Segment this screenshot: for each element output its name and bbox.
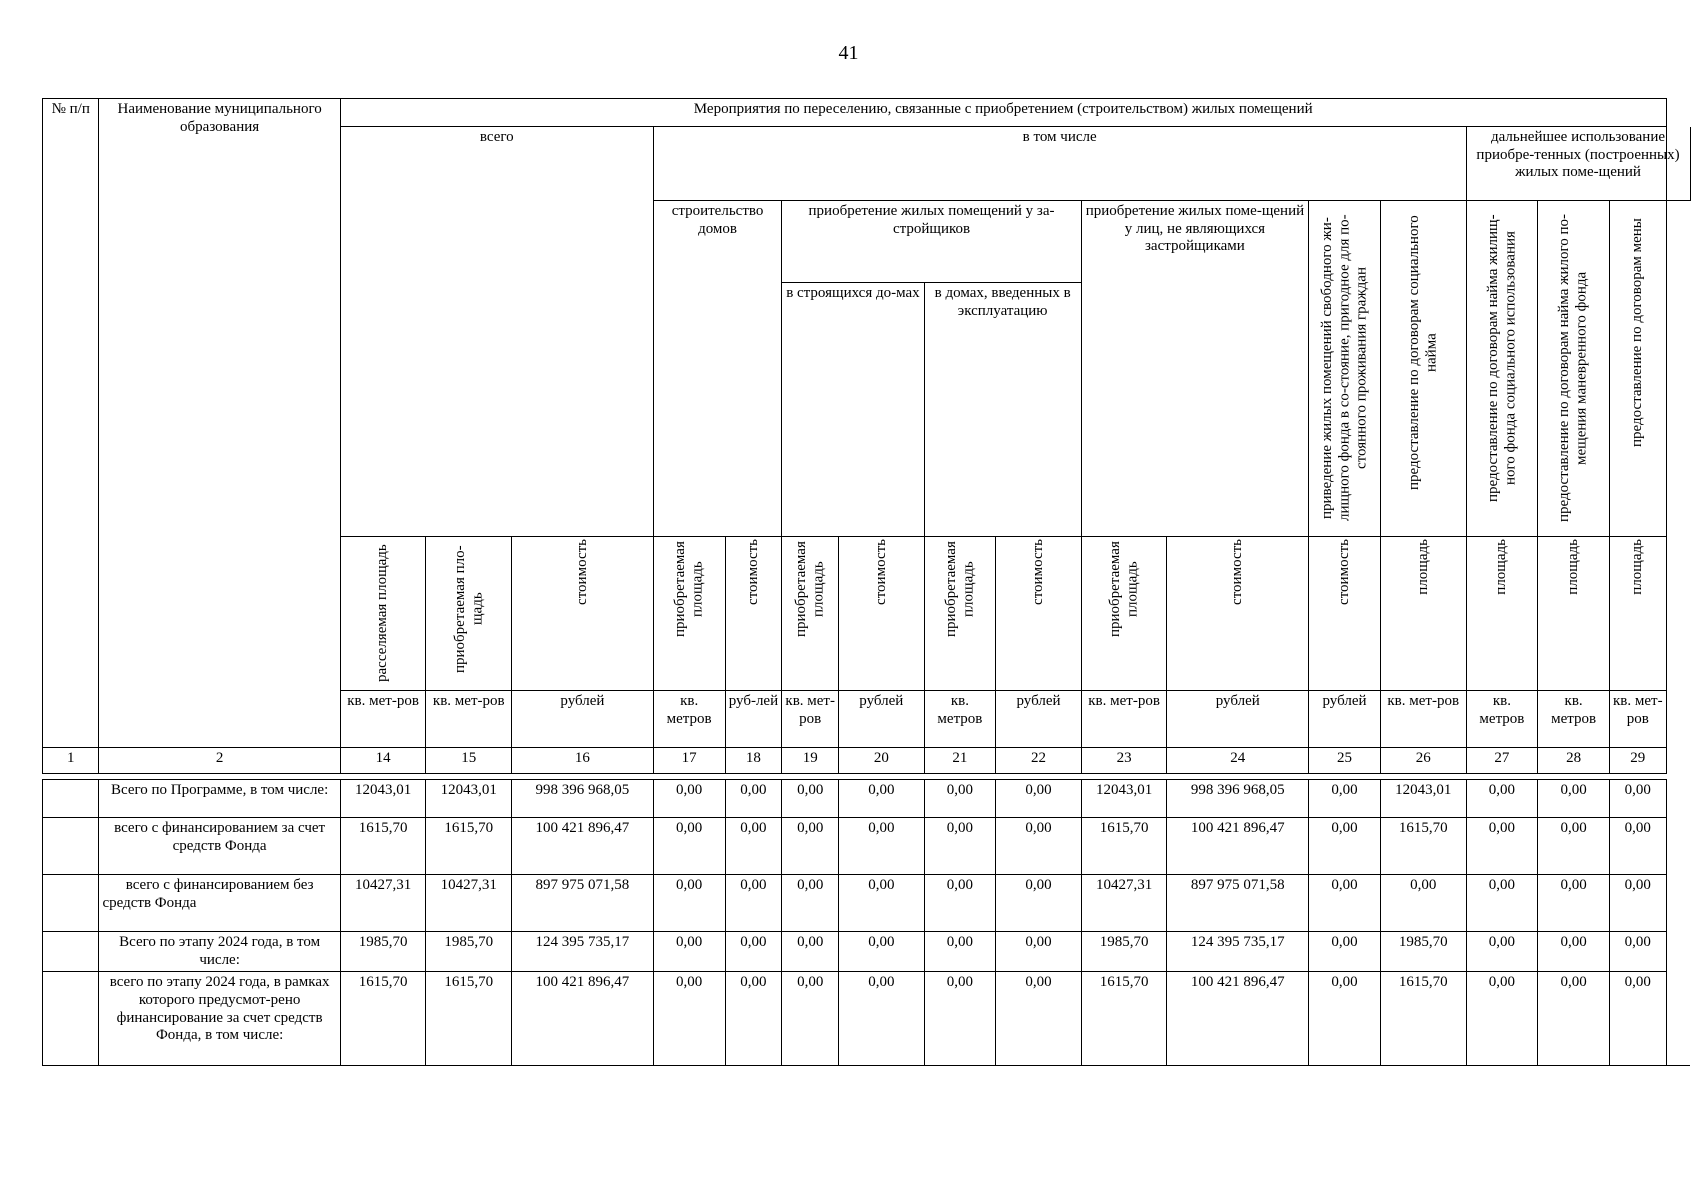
cell: 0,00 [1538,972,1610,1066]
column-number: 20 [839,748,924,774]
cell: 100 421 896,47 [512,818,654,875]
resettlement-table [42,98,1697,1066]
column-number: 17 [653,748,725,774]
column-number: 25 [1309,748,1381,774]
cell: 0,00 [996,932,1081,972]
cell: 0,00 [1538,818,1610,875]
measure-21: приобретаемая площадь [924,537,996,691]
row-no [43,780,99,818]
cell: 10427,31 [1081,875,1167,932]
cell: 0,00 [725,972,782,1066]
cell: 1985,70 [1380,932,1466,972]
cell: 12043,01 [340,780,426,818]
cell: 0,00 [1609,780,1666,818]
measure-26: площадь [1380,537,1466,691]
unit-15: кв. мет-ров [426,691,512,748]
edge-spacer [1666,201,1690,818]
row-no [43,972,99,1066]
cell: 0,00 [782,780,839,818]
cell: 0,00 [924,818,996,875]
cell: 0,00 [653,875,725,932]
cell: 0,00 [1466,875,1538,932]
measure-19: приобретаемая площадь [782,537,839,691]
measure-25: стоимость [1309,537,1381,691]
cell: 0,00 [653,818,725,875]
cell: 12043,01 [1081,780,1167,818]
cell: 1985,70 [1081,932,1167,972]
column-number: 29 [1609,748,1666,774]
measure-14: расселяемая площадь [340,537,426,691]
cell: 0,00 [653,932,725,972]
column-number: 2 [99,748,340,774]
column-number: 24 [1167,748,1309,774]
row-name: Всего по этапу 2024 года, в том числе: [99,932,340,972]
cell: 1615,70 [1380,972,1466,1066]
cell: 12043,01 [1380,780,1466,818]
cell: 0,00 [1538,875,1610,932]
unit-18: руб-лей [725,691,782,748]
group-total-header: всего [340,127,653,537]
cell: 1615,70 [340,818,426,875]
cell: 0,00 [839,932,924,972]
column-number: 1 [43,748,99,774]
column-number: 16 [512,748,654,774]
cell: 0,00 [1466,972,1538,1066]
from-non-developers-header: приобретение жилых поме-щений у лиц, не являющихся застройщиками [1081,201,1308,537]
cell: 1985,70 [340,932,426,972]
cell: 0,00 [653,972,725,1066]
cell: 0,00 [782,932,839,972]
cell: 10427,31 [340,875,426,932]
cell: 0,00 [924,875,996,932]
table-row [43,780,1697,818]
measure-16: стоимость [512,537,654,691]
cell: 1615,70 [1081,972,1167,1066]
cell: 10427,31 [426,875,512,932]
cell: 0,00 [1309,780,1381,818]
cell: 0,00 [996,875,1081,932]
unit-29: кв. мет-ров [1609,691,1666,748]
free-fund-header: приведение жилых помещений свободного жи-лищного фонда в со-стояние, пригодное для по-стоянного проживания граждан [1309,201,1381,537]
measure-28: площадь [1538,537,1610,691]
cell: 0,00 [996,780,1081,818]
cell: 1615,70 [1380,818,1466,875]
cell: 0,00 [1609,932,1666,972]
cell: 0,00 [725,780,782,818]
row-name: всего с финансированием за счет средств Фонда [99,818,340,875]
cell: 0,00 [782,818,839,875]
cell: 0,00 [725,932,782,972]
from-developers-header: приобретение жилых помещений у за-стройщиков [782,201,1081,283]
unit-16: рублей [512,691,654,748]
cell: 100 421 896,47 [1167,818,1309,875]
under-construction-header: в строящихся до-мах [782,283,924,537]
unit-27: кв. метров [1466,691,1538,748]
row-name: всего по этапу 2024 года, в рамках которого предусмот-рено финансирование за счет средств Фонда, в том числе: [99,972,340,1066]
table-row [43,932,1697,972]
cell: 0,00 [924,972,996,1066]
social-header: предоставление по договорам социального найма [1380,201,1466,537]
construction-header: строительство домов [653,201,782,537]
cell: 124 395 735,17 [1167,932,1309,972]
cell: 0,00 [1538,780,1610,818]
table-row [43,818,1697,875]
measure-24: стоимость [1167,537,1309,691]
cell: 0,00 [782,875,839,932]
cell: 897 975 071,58 [1167,875,1309,932]
page-number: 41 [838,42,859,64]
cell: 0,00 [1609,972,1666,1066]
measure-29: площадь [1609,537,1666,691]
cell: 12043,01 [426,780,512,818]
cell: 0,00 [839,818,924,875]
column-number: 21 [924,748,996,774]
measure-17: приобретаемая площадь [653,537,725,691]
edge-cell [1666,972,1690,1066]
measure-15: приобретаемая пло-щадь [426,537,512,691]
column-number: 22 [996,748,1081,774]
cell: 1615,70 [1081,818,1167,875]
measure-18: стоимость [725,537,782,691]
group-further-header: дальнейшее использование приобре-тенных (построенных) жилых поме-щений [1466,127,1690,201]
cell: 0,00 [839,875,924,932]
row-name: всего с финансированием без средств Фонда [99,875,340,932]
cell: 1985,70 [426,932,512,972]
cell: 0,00 [924,780,996,818]
unit-17: кв. метров [653,691,725,748]
unit-28: кв. метров [1538,691,1610,748]
unit-19: кв. мет-ров [782,691,839,748]
col-name-header: Наименование муниципального образования [99,99,340,748]
row-no [43,818,99,875]
cell: 0,00 [839,972,924,1066]
unit-14: кв. мет-ров [340,691,426,748]
row-no [43,932,99,972]
col-no-header: № п/п [43,99,99,748]
cell: 0,00 [839,780,924,818]
column-number: 23 [1081,748,1167,774]
cell: 0,00 [1609,875,1666,932]
cell: 124 395 735,17 [512,932,654,972]
table-row [43,972,1697,1066]
cell: 0,00 [1309,875,1381,932]
cell: 0,00 [725,875,782,932]
unit-21: кв. метров [924,691,996,748]
measure-22: стоимость [996,537,1081,691]
column-number: 28 [1538,748,1610,774]
cell: 1615,70 [426,972,512,1066]
cell: 0,00 [1309,972,1381,1066]
cell: 100 421 896,47 [512,972,654,1066]
column-number: 26 [1380,748,1466,774]
cell: 0,00 [782,972,839,1066]
cell: 0,00 [996,972,1081,1066]
cell: 100 421 896,47 [1167,972,1309,1066]
commercial-social-header: предоставление по договорам найма жилищ-ного фонда социального использования [1466,201,1538,537]
group-incl-header: в том числе [653,127,1466,201]
cell: 0,00 [1466,818,1538,875]
cell: 1615,70 [426,818,512,875]
cell: 998 396 968,05 [512,780,654,818]
cell: 0,00 [1309,932,1381,972]
row-no [43,875,99,932]
column-number: 15 [426,748,512,774]
column-numbers-row [43,748,1697,774]
commissioned-header: в домах, введенных в эксплуатацию [924,283,1081,537]
cell: 1615,70 [340,972,426,1066]
column-number: 14 [340,748,426,774]
cell: 0,00 [1466,780,1538,818]
column-number: 18 [725,748,782,774]
cell: 0,00 [725,818,782,875]
cell: 998 396 968,05 [1167,780,1309,818]
cell: 0,00 [653,780,725,818]
unit-22: рублей [996,691,1081,748]
column-number: 19 [782,748,839,774]
maneuver-header: предоставление по договорам найма жилого по-мещения маневренного фонда [1538,201,1610,537]
unit-23: кв. мет-ров [1081,691,1167,748]
table-row [43,875,1697,932]
cell: 897 975 071,58 [512,875,654,932]
cell: 0,00 [1380,875,1466,932]
group-main-header: Мероприятия по переселению, связанные с приобретением (строительством) жилых помещений [340,99,1666,127]
cell: 0,00 [1466,932,1538,972]
unit-24: рублей [1167,691,1309,748]
measure-23: приобретаемая площадь [1081,537,1167,691]
cell: 0,00 [1309,818,1381,875]
unit-20: рублей [839,691,924,748]
unit-26: кв. мет-ров [1380,691,1466,748]
cell: 0,00 [1538,932,1610,972]
cell: 0,00 [996,818,1081,875]
unit-25: рублей [1309,691,1381,748]
exchange-header: предоставление по договорам мены [1609,201,1666,537]
column-number: 27 [1466,748,1538,774]
cell: 0,00 [924,932,996,972]
cell: 0,00 [1609,818,1666,875]
measure-27: площадь [1466,537,1538,691]
row-name: Всего по Программе, в том числе: [99,780,340,818]
measure-20: стоимость [839,537,924,691]
